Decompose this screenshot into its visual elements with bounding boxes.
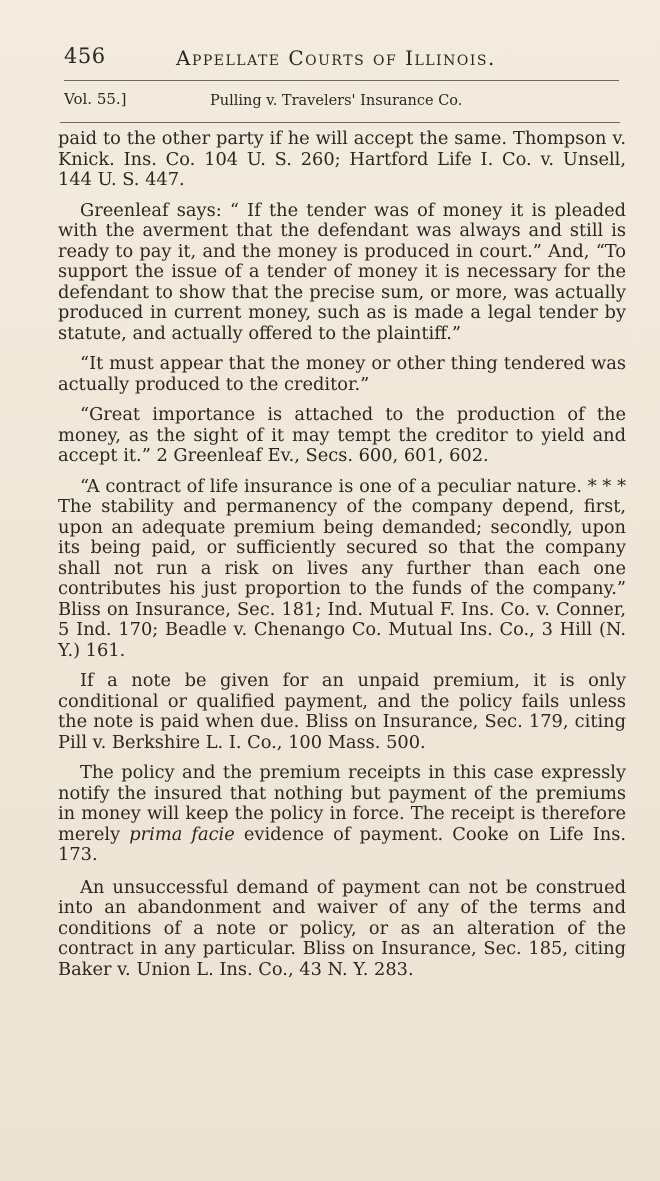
paragraph-unsuccessful-demand: An unsuccessful demand of payment can not be construed into an abandonment and waiver of any of the terms and conditions of a note or policy, or as an alteration of the contract in any particular. Bliss on Insurance, Sec. 185, citing Baker v. Union L. Ins. Co., 43 N. Y. 283. — [58, 876, 626, 980]
case-subheader — [64, 88, 624, 118]
subheader-rule — [60, 122, 620, 123]
paragraph-greenleaf-tender: Greenleaf says: “ If the tender was of money it is pleaded with the averment that the defendant was always and still is ready to pay it, and the money is produced in court.” And, “To support the issue of a tender of money it is necessary for the defendant to show that the precise sum, or more, was actually produced in current money, such as is made a legal tender by statute, and actually offered to the plaintiff.” — [58, 199, 626, 344]
body-text — [58, 129, 626, 990]
paragraph-money-produced: “It must appear that the money or other thing tendered was actually produced to the creditor.” — [58, 353, 626, 395]
paragraph-policy-receipts-after: evidence of payment. Cooke on Life Ins. 173. — [58, 823, 626, 865]
paragraph-policy-receipts — [58, 763, 626, 866]
paragraph-unpaid-premium-note: If a note be given for an unpaid premium, it is only conditional or qualified payment, and the policy fails unless the note is paid when due. Bliss on Insurance, Sec. 179, citing Pill v. Berkshire L. I. Co., 100 Mass. 500. — [58, 670, 626, 753]
volume-label: Vol. 55.] — [64, 90, 127, 108]
paragraph-importance-production: “Great importance is attached to the production of the money, as the sight of it may tempt the creditor to yield and accept it.” 2 Greenleaf Ev., Secs. 600, 601, 602. — [58, 404, 626, 466]
case-title: Pulling v. Travelers' Insurance Co. — [210, 93, 463, 109]
paragraph-continuation: paid to the other party if he will accept the same. Thompson v. Knick. Ins. Co. 104 U. S. 260; Hartford Life I. Co. v. Unsell, 144 U. S. 447. — [58, 128, 626, 190]
running-title: Appellate Courts of Illinois. — [176, 46, 496, 70]
header-rule — [64, 80, 619, 81]
paragraph-policy-receipts-before: The policy and the premium receipts in this case expressly notify the insured that nothing but payment of the premiums in money will keep the policy in force. The receipt is therefore merely — [58, 762, 626, 845]
page-number: 456 — [64, 44, 106, 68]
page-header — [64, 40, 534, 70]
prima-facie-italic: prima facie — [129, 823, 235, 845]
paragraph-life-insurance-contract: “A contract of life insurance is one of a peculiar nature. * * * The stability and permanency of the company depend, first, upon an adequate premium being demanded; secondly, upon its being paid, or sufficiently secured so that the company shall not run a risk on lives any further than each one contributes his just proportion to the funds of the company.” Bliss on Insurance, Sec. 181; Ind. Mutual F. Ins. Co. v. Conner, 5 Ind. 170; Beadle v. Chenango Co. Mutual Ins. Co., 3 Hill (N. Y.) 161. — [58, 475, 626, 661]
